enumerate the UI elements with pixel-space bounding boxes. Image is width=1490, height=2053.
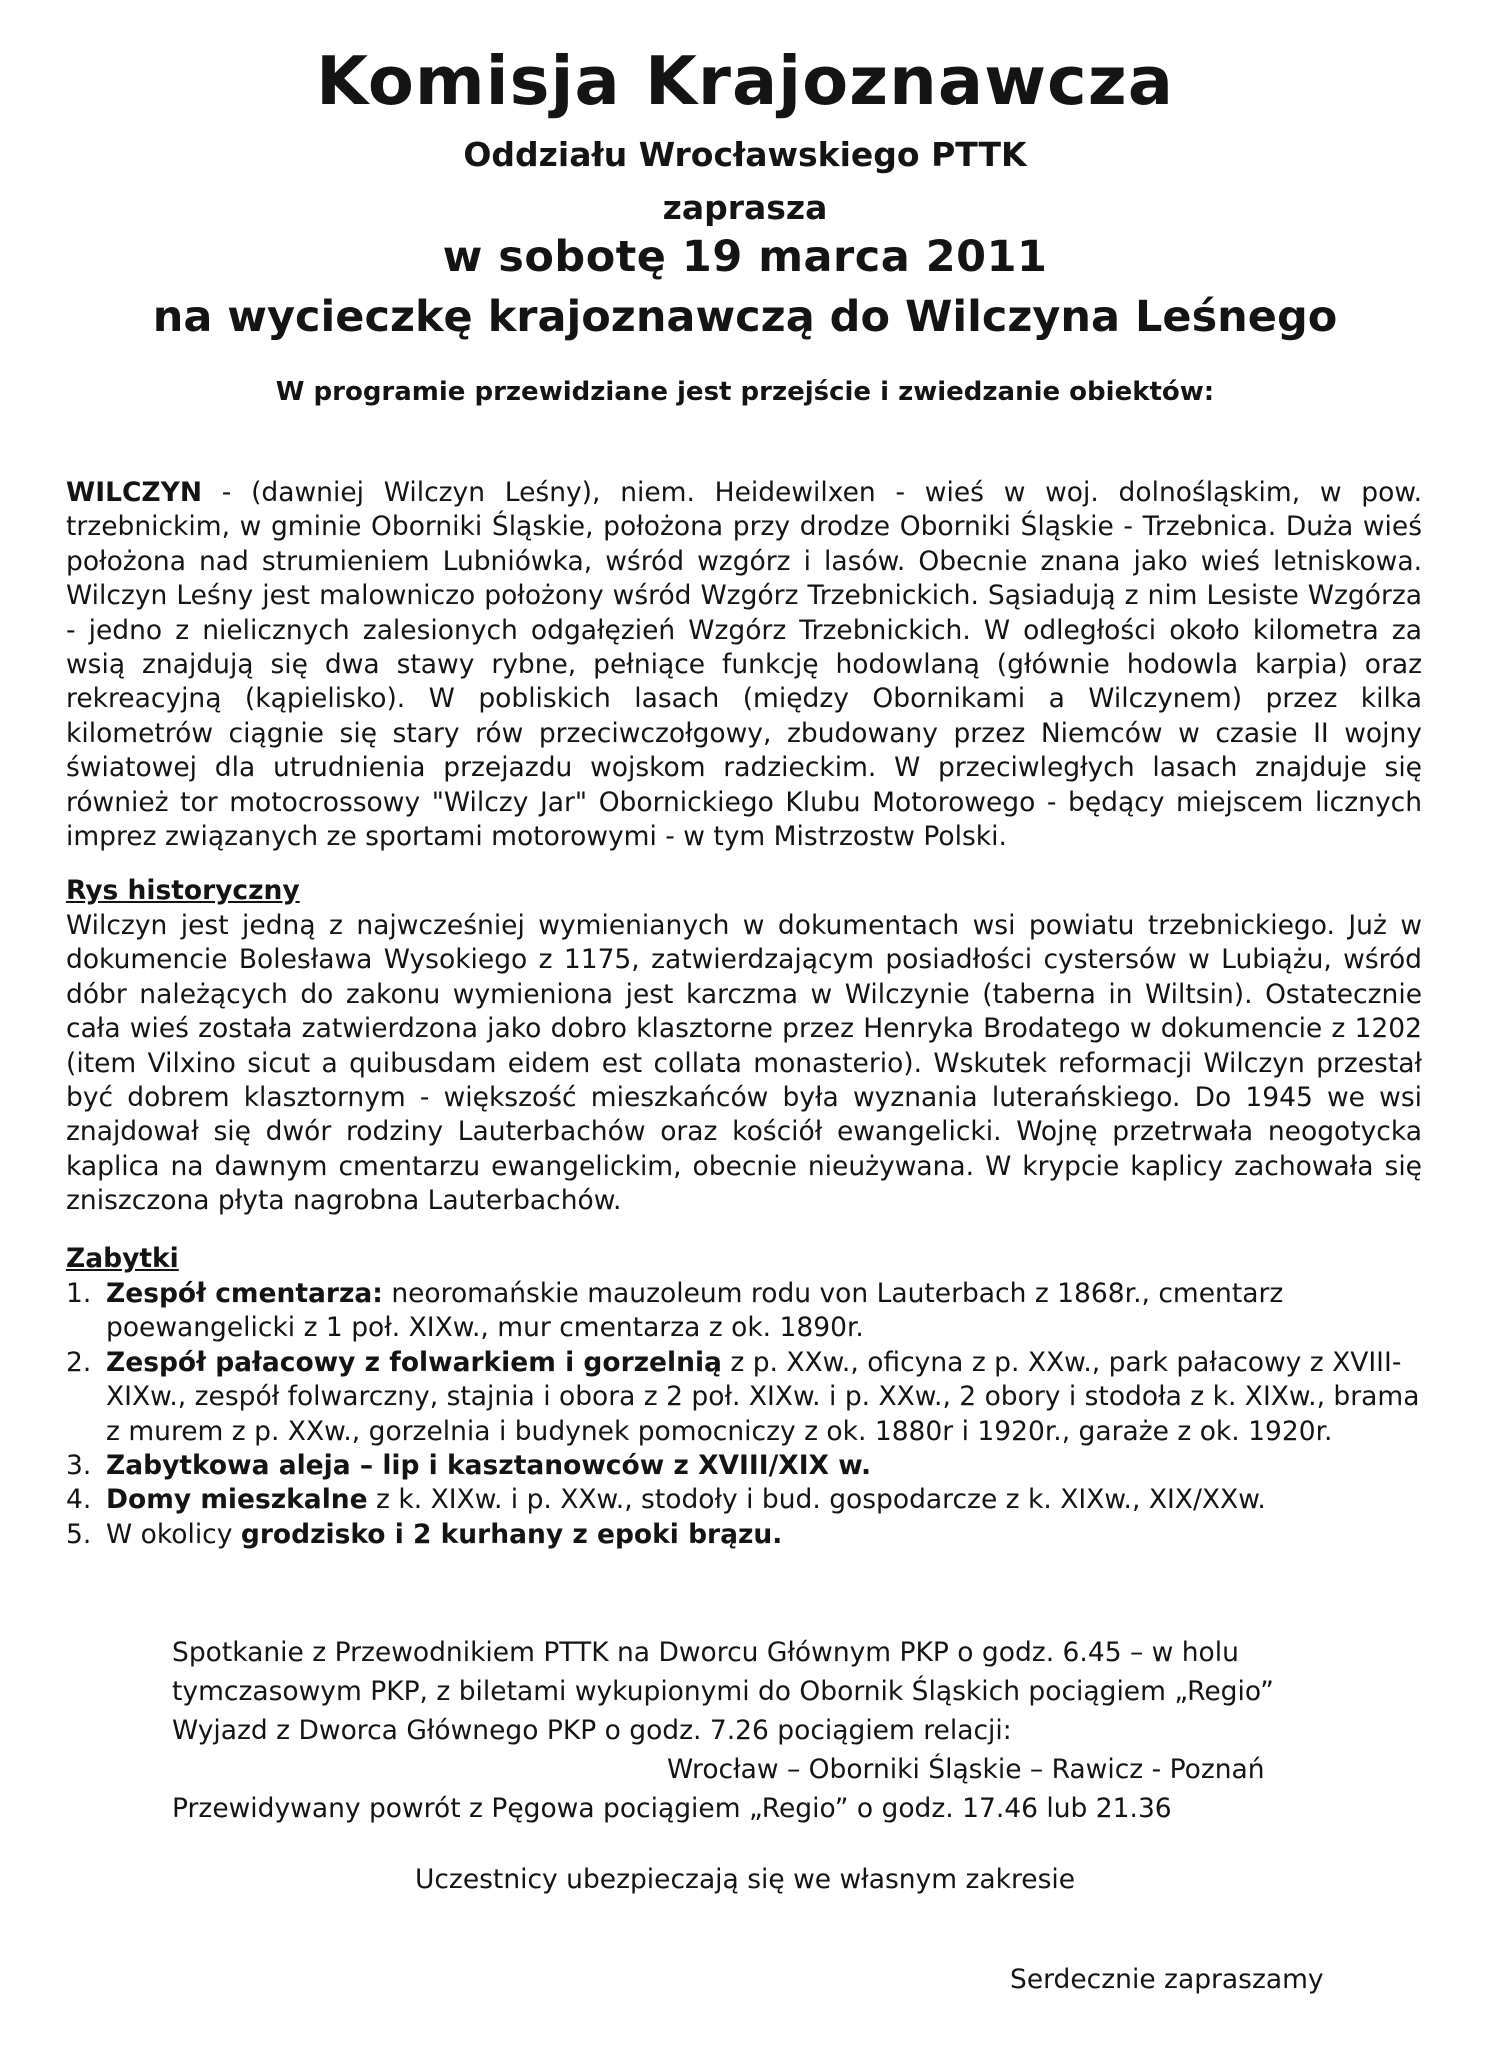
list-item (66, 1277, 1422, 1346)
list-item-title: Zespół cmentarza: (106, 1278, 383, 1309)
program-intro: W programie przewidziane jest przejście i zwiedzanie obiektów: (275, 377, 1215, 407)
trip-title: na wycieczkę krajoznawczą do Wilczyna Leśnego (152, 292, 1338, 342)
list-item-prefix: W okolicy (106, 1518, 241, 1550)
list-item-text: neoromańskie mauzoleum rodu von Lauterbach z 1868r., cmentarz poewangelicki z 1 poł. XIXw., mur cmentarza z ok. 1890r. (106, 1278, 1284, 1344)
monuments-list (66, 1277, 1422, 1552)
monuments-heading: Zabytki (66, 1243, 179, 1274)
list-item-text: z k. XIXw. i p. XXw., stodoły i bud. gospodarcze z k. XIXw., XIX/XXw. (367, 1484, 1266, 1516)
wilczyn-name: WILCZYN (66, 477, 203, 508)
list-item-number: 2. (66, 1346, 92, 1378)
wilczyn-text: - (dawniej Wilczyn Leśny), niem. Heidewilxen - wieś w woj. dolnośląskim, w pow. trzebnickim, w gminie Oborniki Śląskie, położona przy drodze Oborniki Śląskie - Trzebnica. Duża wieś położona nad strumieniem Lubniówka, wśród wzgórz i lasów. Obecnie znana jako wieś letniskowa. Wilczyn Leśny jest malowniczo położony wśród Wzgórz Trzebnickich. Sąsiadują z nim Lesiste Wzgórza - jedno z nielicznych zalesionych odgałęzień Wzgórz Trzebnickich. W odległości około kilometra za wsią znajdują się dwa stawy rybne, pełniące funkcję hodowlaną (głównie hodowla karpia) oraz rekreacyjną (kąpielisko). W pobliskich lasach (między Obornikami a Wilczynem) przez kilka kilometrów ciągnie się stary rów przeciwczołgowy, zbudowany przez Niemców w czasie II wojny światowej dla utrudnienia przejazdu wojskom radzieckim. W przeciwległych lasach znajduje się również tor motocrossowy "Wilczy Jar" Obornickiego Klubu Motorowego - będący miejscem licznych imprez związanych ze sportami motorowymi - w tym Mistrzostw Polski. (66, 477, 1422, 853)
document-title: Komisja Krajoznawcza (316, 42, 1174, 120)
invite-line: zaprasza (662, 188, 828, 227)
list-item-number: 5. (66, 1518, 92, 1550)
list-item (66, 1518, 1422, 1552)
wilczyn-paragraph (66, 476, 1422, 854)
list-item-number: 4. (66, 1484, 92, 1516)
event-date: w sobotę 19 marca 2011 (442, 232, 1048, 282)
meeting-info (172, 1633, 1322, 1828)
closing-line: Serdecznie zapraszamy (1010, 1964, 1324, 1995)
list-item-number: 3. (66, 1450, 92, 1482)
departure-line: Wyjazd z Dworca Głównego PKP o godz. 7.26 pociągiem relacji: (172, 1715, 1012, 1746)
meeting-line: Spotkanie z Przewodnikiem PTTK na Dworcu Głównym PKP o godz. 6.45 – w holu (172, 1637, 1239, 1668)
insurance-note: Uczestnicy ubezpieczają się we własnym zakresie (414, 1864, 1076, 1895)
organization-subtitle: Oddziału Wrocławskiego PTTK (463, 135, 1027, 174)
list-item-number: 1. (66, 1278, 92, 1309)
list-item-text: z p. XXw., oficyna z p. XXw., park pałacowy z XVIII-XIXw., zespół folwarczny, stajnia i obora z 2 poł. XIXw. i p. XXw., 2 obory i stodoła z k. XIXw., brama z murem z p. XXw., gorzelnia i budynek pomocniczy z ok. 1880r i 1920r., garaże z ok. 1920r. (106, 1346, 1420, 1447)
list-item (66, 1483, 1422, 1517)
list-item-title: Zespół pałacowy z folwarkiem i gorzelnią (106, 1346, 722, 1378)
list-item-title: Zabytkowa aleja – lip i kasztanowców z XVIII/XIX w. (106, 1450, 872, 1482)
return-line: Przewidywany powrót z Pęgowa pociągiem „Regio” o godz. 17.46 lub 21.36 (172, 1793, 1172, 1824)
list-item (66, 1449, 1422, 1483)
history-paragraph: Wilczyn jest jedną z najwcześniej wymienianych w dokumentach wsi powiatu trzebnickiego. Już w dokumencie Bolesława Wysokiego z 1175, zatwierdzającym posiadłości cystersów w Lubiążu, wśród dóbr należących do zakonu wymieniona jest karczma w Wilczynie (taberna in Wiltsin). Ostatecznie cała wieś została zatwierdzona jako dobro klasztorne przez Henryka Brodatego w dokumencie z 1202 (item Vilxino sicut a quibusdam eidem est collata monasterio). Wskutek reformacji Wilczyn przestał być dobrem klasztornym - większość mieszkańców była wyznania luterańskiego. Do 1945 we wsi znajdował się dwór rodziny Lauterbachów oraz kościół ewangelicki. Wojnę przetrwała neogotycka kaplica na dawnym cmentarzu ewangelickim, obecnie nieużywana. W krypcie kaplicy zachowała się zniszczona płyta nagrobna Lauterbachów. (66, 910, 1422, 1217)
list-item (66, 1346, 1422, 1449)
meeting-line: tymczasowym PKP, z biletami wykupionymi do Obornik Śląskich pociągiem „Regio” (172, 1676, 1274, 1707)
train-route: Wrocław – Oborniki Śląskie – Rawicz - Poznań (667, 1754, 1265, 1785)
list-item-title: Domy mieszkalne (106, 1484, 368, 1516)
list-item-title: grodzisko i 2 kurhany z epoki brązu. (240, 1518, 783, 1550)
history-heading: Rys historyczny (66, 875, 300, 906)
